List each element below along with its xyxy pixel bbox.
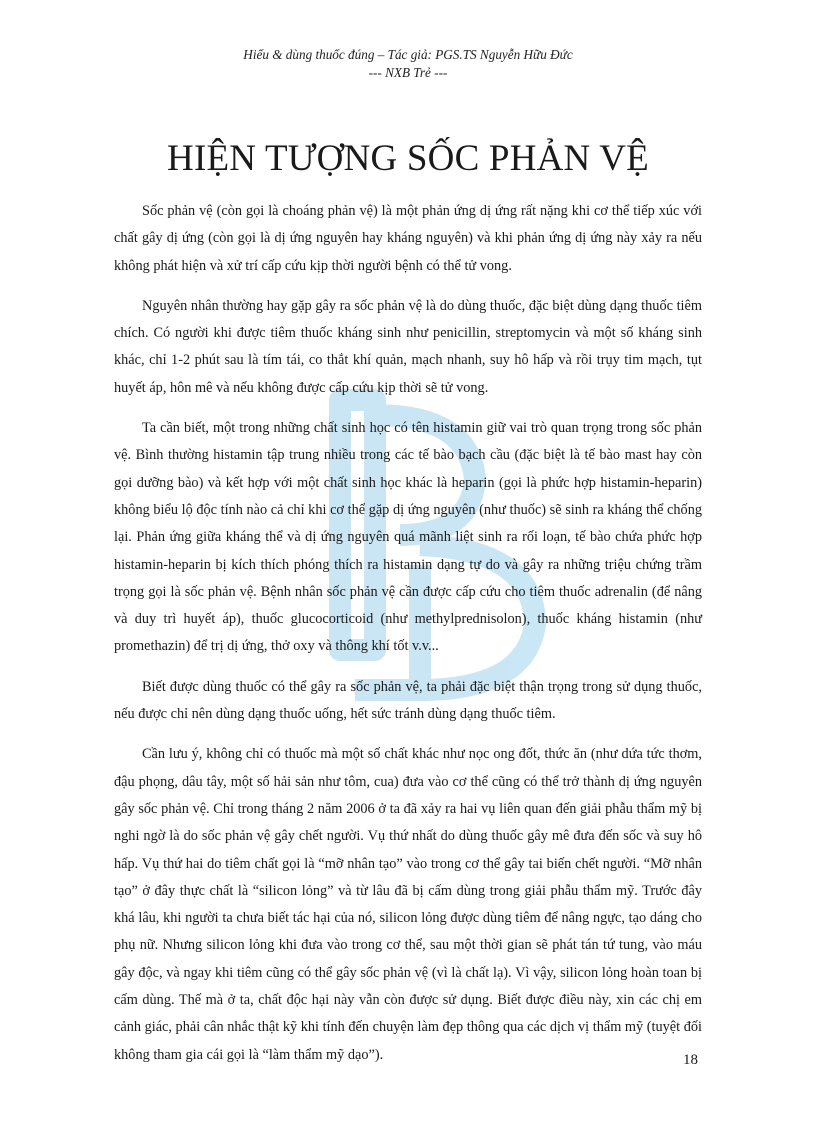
paragraph: Biết được dùng thuốc có thể gây ra sốc phản vệ, ta phải đặc biệt thận trọng trong sử dụng thuốc, nếu được chỉ nên dùng dạng thuốc uống, hết sức tránh dùng dạng thuốc tiêm. <box>114 678 702 723</box>
page-header <box>0 46 816 82</box>
paragraph: Sốc phản vệ (còn gọi là choáng phản vệ) là một phản ứng dị ứng rất nặng khi cơ thể tiếp xúc với chất gây dị ứng (còn gọi là dị ứng nguyên hay kháng nguyên) và khi phản ứng dị ứng này xảy ra nếu không phát hiện và xử trí cấp cứu kịp thời người bệnh có thể tử vong. <box>114 203 702 274</box>
paragraph: Cần lưu ý, không chỉ có thuốc mà một số chất khác như nọc ong đốt, thức ăn (như dứa tức thơm, đậu phọng, dâu tây, một số hải sản như tôm, cua) đưa vào cơ thể cũng có thể trở thành dị ứng nguyên gây sốc phản vệ. Chỉ trong tháng 2 năm 2006 ở ta đã xảy ra hai vụ liên quan đến giải phẫu thẩm mỹ bị nghi ngờ là do sốc phản vệ gây chết người. Vụ thứ nhất do dùng thuốc gây mê đưa đến sốc và suy hô hấp. Vụ thứ hai do tiêm chất gọi là “mỡ nhân tạo” vào trong cơ thể gây tai biến chết người. “Mỡ nhân tạo” ở đây thực chất là “silicon lỏng” và từ lâu đã bị cấm dùng trong giải phẫu thẩm mỹ. Trước đây khá lâu, khi người ta chưa biết tác hại của nó, silicon lỏng được dùng tiêm để nâng ngực, tạo dáng cho phụ nữ. Nhưng silicon lỏng khi đưa vào trong cơ thể, sau một thời gian sẽ phát tán tứ tung, vào máu gây độc, và ngay khi tiêm cũng có thể gây sốc phản vệ (vì là chất lạ). Vì vậy, silicon lỏng hoàn toan bị cấm dùng. Thế mà ở ta, chất độc hại này vẫn còn được sử dụng. Biết được điều này, xin các chị em cảnh giác, phải cân nhắc thật kỹ khi tính đến chuyện làm đẹp thông qua các dịch vị thẩm mỹ (tuyệt đối không tham gia cái gọi là “làm thẩm mỹ dạo”). <box>114 746 702 1063</box>
header-publisher: --- NXB Trẻ --- <box>368 65 448 80</box>
page-title: HIỆN TƯỢNG SỐC PHẢN VỆ <box>167 138 649 179</box>
paragraph: Ta cần biết, một trong những chất sinh học có tên histamin giữ vai trò quan trọng trong sốc phản vệ. Bình thường histamin tập trung nhiều trong các tế bào bạch cầu (đặc biệt là tế bào mast hay còn gọi dưỡng bào) và kết hợp với một chất sinh học khác là heparin (gọi là phức hợp histamin-heparin) không biểu lộ độc tính nào cả chỉ khi cơ thể gặp dị ứng nguyên (như thuốc) sẽ sinh ra kháng thể chống lại. Phản ứng giữa kháng thể và dị ứng nguyên quá mãnh liệt sinh ra rối loạn, tế bào chứa phức hợp histamin-heparin bị kích thích phóng thích ra histamin dạng tự do và gây ra những triệu chứng trầm trọng gọi là sốc phản vệ. Bệnh nhân sốc phản vệ cần được cấp cứu cho tiêm thuốc adrenalin (để nâng và duy trì huyết áp), thuốc glucocorticoid (như methylprednisolon), thuốc kháng histamin (như promethazin) để trị dị ứng, thở oxy và thông khí tốt v.v... <box>114 420 702 655</box>
article-body <box>114 198 702 1082</box>
page-number: 18 <box>683 1052 698 1068</box>
paragraph: Nguyên nhân thường hay gặp gây ra sốc phản vệ là do dùng thuốc, đặc biệt dùng dạng thuốc tiêm chích. Có người khi được tiêm thuốc kháng sinh như penicillin, streptomycin và một số kháng sinh khác, chỉ 1-2 phút sau là tím tái, co thắt khí quản, mạch nhanh, suy hô hấp và rồi trụy tim mạch, tụt huyết áp, hôn mê và nếu không được cấp cứu kịp thời sẽ tử vong. <box>114 297 702 396</box>
header-book-info: Hiểu & dùng thuốc đúng – Tác giả: PGS.TS Nguyễn Hữu Đức <box>243 47 573 62</box>
